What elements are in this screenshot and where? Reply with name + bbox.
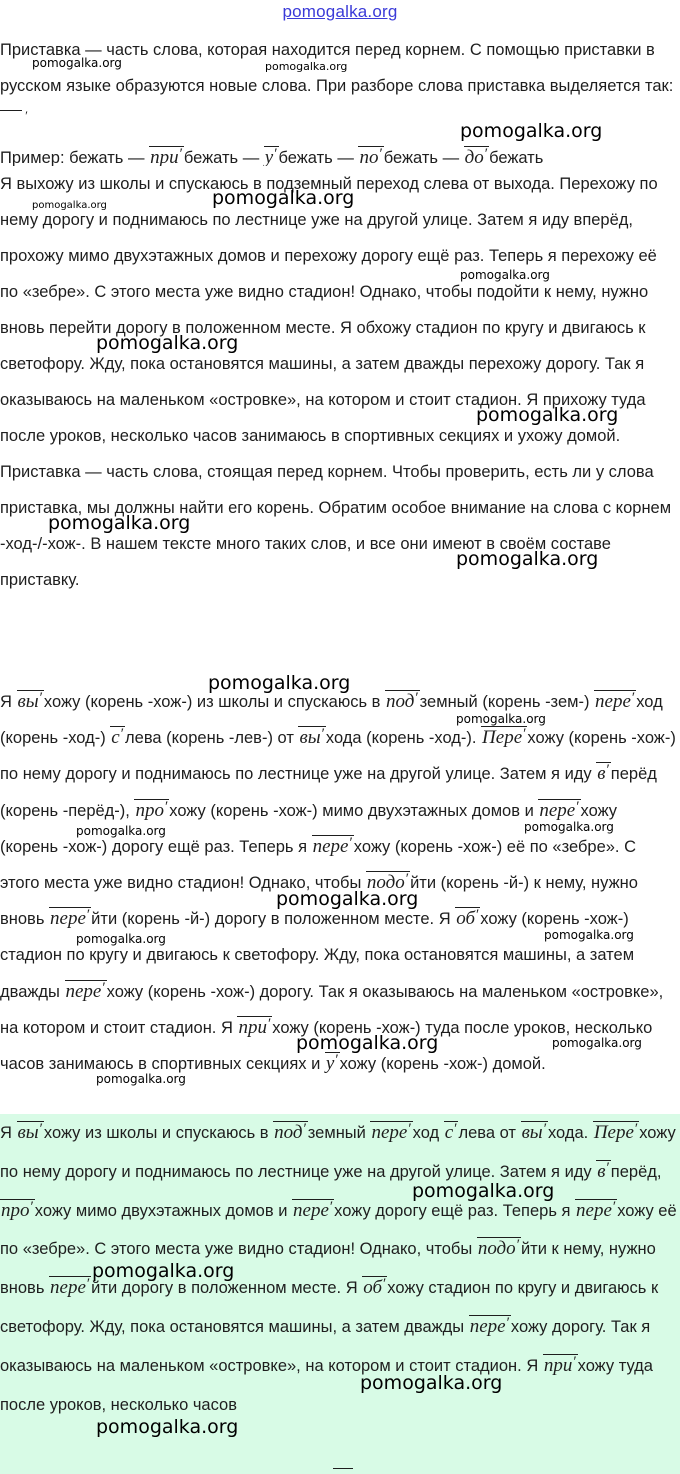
text-segment: Я xyxy=(0,1124,17,1142)
text-segment: хожу (корень -хож-) туда после уроков, несколько часов занимаюсь в спортивных секциях и xyxy=(0,1018,653,1074)
prefix: Пере ′ xyxy=(593,1121,639,1142)
prefix: пере ′ xyxy=(575,1199,617,1220)
example-line: Пример: бежать — при ′ бежать — у ′ бежать — по ′ бежать — до ′ бежать xyxy=(0,140,678,166)
prefix: пере ′ xyxy=(469,1315,511,1336)
watermark: pomogalka.org xyxy=(92,1260,235,1282)
prefix: пере ′ xyxy=(292,1199,334,1220)
text-segment: лева (корень -лев-) от xyxy=(125,729,299,748)
text-segment: йти (корень -й-) дорогу в положенном месте. Я xyxy=(91,910,456,929)
prefix: про ′ xyxy=(0,1199,35,1220)
text-segment: хожу туда после уроков, несколько часов xyxy=(0,1356,653,1414)
analysis-block xyxy=(0,684,680,1082)
watermark: pomogalka.org xyxy=(524,820,614,834)
prefix: пере ′ xyxy=(49,1276,91,1297)
prefix: пере ′ xyxy=(538,799,580,820)
watermark: pomogalka.org xyxy=(32,56,122,70)
example-root: бежать xyxy=(183,149,239,166)
prefix: вы ′ xyxy=(298,726,325,747)
example-prefix: до ′ xyxy=(464,146,489,166)
prefix: в ′ xyxy=(596,762,611,783)
watermark: pomogalka.org xyxy=(96,1416,239,1438)
watermark: pomogalka.org xyxy=(276,888,419,910)
watermark: pomogalka.org xyxy=(544,928,634,942)
watermark: pomogalka.org xyxy=(48,512,191,534)
text-segment: йти (корень -й-) к нему, нужно вновь xyxy=(0,874,638,929)
watermark: pomogalka.org xyxy=(296,1032,439,1054)
prefix: подо ′ xyxy=(366,871,410,892)
text-segment: хода. xyxy=(547,1124,593,1142)
exercise-paragraph: Я выхожу из школы и спускаюсь в подземный переход слева от выхода. Перехожу по нему дорогу и поднимаюсь по лестнице уже на другой улице. Затем я иду вперёд, прохожу мимо двухэтажных домов и перехожу дорогу ещё раз. Теперь я перехожу её по «зебре». С этого места уже видно стадион! Однако, чтобы подойти к нему, нужно вновь перейти дорогу в положенном месте. Я обхожу стадион по кругу и двигаюсь к светофору. Жду, пока остановятся машины, а затем дважды перехожу дорогу. Так я оказываюсь на маленьком «островке», на котором и стоит стадион. Я прихожу туда после уроков, несколько часов занимаюсь в спортивных секциях и ухожу домой. xyxy=(0,175,658,445)
text-segment: хожу (корень -хож-) стадион по кругу и двигаюсь к светофору. Жду, пока остановятся машины, а затем дважды xyxy=(0,910,635,1001)
exercise-text-block xyxy=(0,166,680,598)
text-segment: хожу (корень -хож-) по нему дорогу и поднимаюсь по лестнице уже на другой улице. Затем я иду xyxy=(0,729,676,784)
text-segment: йти дорогу в положенном месте. Я xyxy=(91,1279,363,1298)
prefix: при ′ xyxy=(237,1016,272,1037)
text-segment: хожу (корень -хож-) дорогу ещё раз. Теперь я xyxy=(0,801,618,856)
prefix: пере ′ xyxy=(65,980,107,1001)
intro-paragraph xyxy=(0,32,678,140)
prefix: об ′ xyxy=(362,1276,387,1297)
example-prefix: у ′ xyxy=(264,146,279,166)
text-segment: йти к нему, нужно вновь xyxy=(0,1240,656,1298)
text-segment: хожу из школы и спускаюсь в xyxy=(43,1124,274,1142)
prefix: с ′ xyxy=(444,1121,459,1142)
text-segment: перёд (корень -перёд-), xyxy=(0,765,657,820)
example-root: бежать xyxy=(278,149,333,166)
text-segment: хожу дорогу ещё раз. Теперь я xyxy=(334,1201,576,1220)
prefix: пере ′ xyxy=(312,835,354,856)
prefix: вы ′ xyxy=(17,690,44,711)
intro-section xyxy=(0,32,680,166)
example-prefix: при ′ xyxy=(149,146,184,166)
text-segment: Я xyxy=(0,693,17,711)
intro-text: Приставка — часть слова, которая находится перед корнем. С помощью приставки в русском языке образуются новые слова. При разборе слова приставка выделяется так: xyxy=(0,41,674,95)
explanation-paragraph: Приставка — часть слова, стоящая перед корнем. Чтобы проверить, есть ли у слова приставка, мы должны найти его корень. Обратим особое внимание на слова с корнем -ход-/-хож-. В нашем тексте много таких слов, и все они имеют в своём составе приставку. xyxy=(0,463,672,589)
prefix: об ′ xyxy=(455,907,480,928)
watermark: pomogalka.org xyxy=(476,404,619,426)
prefix: под ′ xyxy=(273,1121,308,1142)
prefix: под ′ xyxy=(385,690,420,711)
clipped-prefix-mark xyxy=(333,1468,353,1469)
watermark: pomogalka.org xyxy=(96,1072,186,1086)
prefix: с ′ xyxy=(110,726,125,747)
text-segment: земный (корень -зем-) xyxy=(419,693,595,711)
text-segment: хожу стадион по кругу и двигаюсь к светофору. Жду, пока остановятся машины, а затем дважды xyxy=(0,1279,659,1336)
watermark: pomogalka.org xyxy=(412,1180,555,1202)
prefix: в ′ xyxy=(596,1160,611,1181)
text-segment: хожу (корень -хож-) дорогу. Так я оказываюсь на маленьком «островке», на котором и стоит стадион. Я xyxy=(0,982,664,1037)
text-segment: хожу её по «зебре». С этого места уже видно стадион! Однако, чтобы xyxy=(0,1201,677,1259)
text-segment: хожу дорогу. Так я оказываюсь на маленьком «островке», на котором и стоит стадион. Я xyxy=(0,1317,651,1375)
text-segment: хожу (корень -хож-) мимо двухэтажных домов и xyxy=(169,801,539,820)
watermark: pomogalka.org xyxy=(552,1036,642,1050)
watermark: pomogalka.org xyxy=(32,200,107,211)
text-segment: ход (корень -ход-) xyxy=(0,693,663,748)
text-segment: хожу мимо двухэтажных домов и xyxy=(34,1201,293,1220)
text-segment: лева от xyxy=(458,1124,521,1142)
prefix: пере ′ xyxy=(594,690,636,711)
prefix: пере ′ xyxy=(370,1121,412,1142)
site-header-link[interactable]: pomogalka.org xyxy=(282,2,398,21)
text-segment: хожу (корень -хож-) из школы и спускаюсь в xyxy=(43,693,386,711)
text-segment: земный xyxy=(307,1124,371,1142)
watermark: pomogalka.org xyxy=(76,932,166,946)
answer-paragraph xyxy=(0,1114,678,1424)
prefix-marker-icon xyxy=(0,110,22,121)
watermark: pomogalka.org xyxy=(360,1372,503,1394)
text-segment: ход xyxy=(412,1124,444,1142)
example-prefix: по ′ xyxy=(358,146,383,166)
prefix: пере ′ xyxy=(49,907,91,928)
intro-block xyxy=(0,32,680,166)
text-segment: хожу по нему дорогу и поднимаюсь по лестнице уже на другой улице. Затем я иду xyxy=(0,1124,676,1181)
example-root: бежать xyxy=(383,149,438,166)
prefix: вы ′ xyxy=(521,1121,548,1142)
watermark: pomogalka.org xyxy=(212,187,355,209)
answer-block xyxy=(0,1114,680,1474)
watermark: pomogalka.org xyxy=(96,332,239,354)
text-segment: хода (корень -ход-). xyxy=(325,729,482,748)
watermark: pomogalka.org xyxy=(265,60,348,73)
watermark: pomogalka.org xyxy=(460,268,550,282)
prefix: подо ′ xyxy=(477,1237,521,1258)
prefix: Пере ′ xyxy=(481,726,527,747)
watermark: pomogalka.org xyxy=(456,548,599,570)
watermark: pomogalka.org xyxy=(76,824,166,838)
prefix: при ′ xyxy=(543,1354,578,1375)
watermark: pomogalka.org xyxy=(456,712,546,726)
example-label: Пример: бежать — xyxy=(0,149,145,166)
prefix: про ′ xyxy=(134,799,169,820)
prefix: у ′ xyxy=(325,1052,340,1073)
watermark: pomogalka.org xyxy=(460,120,603,142)
text-segment: перёд, xyxy=(610,1162,662,1181)
analysis-paragraph xyxy=(0,684,678,1082)
text-segment: хожу (корень -хож-) домой. xyxy=(339,1055,546,1074)
example-root: бежать xyxy=(489,149,544,166)
text-segment: хожу (корень -хож-) её по «зебре». С этого места уже видно стадион! Однако, чтобы xyxy=(0,837,637,893)
watermark: pomogalka.org xyxy=(208,672,351,694)
prefix: вы ′ xyxy=(17,1121,44,1142)
